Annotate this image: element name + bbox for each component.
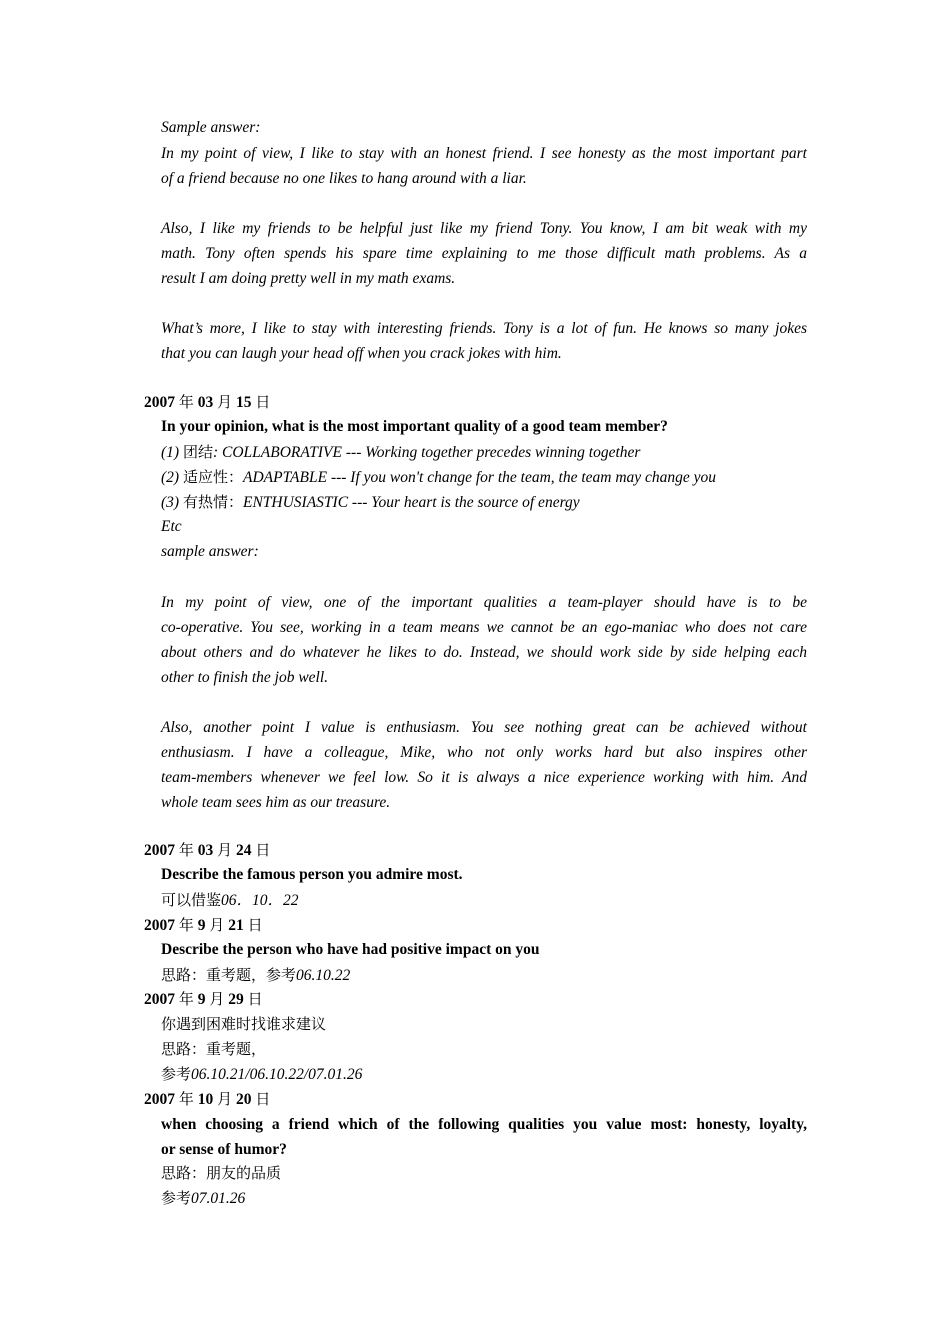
note-reference: 06.10.21/06.10.22/07.01.26 bbox=[191, 1066, 363, 1083]
date-month: 03 bbox=[197, 394, 214, 411]
item-separator: ： bbox=[227, 493, 243, 511]
answer-paragraph-2 bbox=[161, 216, 807, 291]
note-chinese: 可以借鉴 bbox=[161, 891, 222, 909]
item-chinese: 有热情 bbox=[182, 493, 228, 511]
quality-item-1 bbox=[161, 442, 640, 463]
date-day: 29 bbox=[228, 991, 244, 1008]
etc-text: Etc bbox=[161, 518, 182, 535]
date-year: 2007 bbox=[144, 917, 175, 934]
date-month-char: 月 bbox=[217, 393, 233, 411]
reference-note: 思路：重考题， bbox=[161, 1040, 267, 1058]
entry-date bbox=[144, 840, 270, 861]
date-month: 9 bbox=[197, 991, 206, 1008]
date-day-char: 日 bbox=[255, 393, 271, 411]
text-line: Also, I like my friends to be helpful just like my friend Tony. You know, I am bit weak with my bbox=[161, 220, 807, 237]
sample-answer-label: Sample answer: bbox=[161, 119, 261, 136]
text-line: team-members whenever we feel low. So it is always a nice experience working with him. And bbox=[161, 769, 807, 786]
text-line: result I am doing pretty well in my math exams. bbox=[161, 270, 456, 287]
note-reference: 06．10．22 bbox=[221, 892, 299, 909]
note-chinese: 参考 bbox=[161, 1065, 192, 1083]
date-year-char: 年 bbox=[178, 990, 194, 1008]
date-month: 10 bbox=[197, 1091, 214, 1108]
item-separator: : bbox=[212, 444, 223, 461]
item-chinese: 适应性 bbox=[182, 468, 228, 486]
date-month-char: 月 bbox=[217, 841, 233, 859]
date-year-char: 年 bbox=[178, 1090, 194, 1108]
date-year-char: 年 bbox=[178, 916, 194, 934]
date-day: 15 bbox=[236, 394, 252, 411]
reference-line bbox=[161, 1064, 362, 1085]
text-line: or sense of humor? bbox=[161, 1141, 287, 1158]
answer-paragraph-4 bbox=[161, 590, 807, 690]
item-separator: ： bbox=[227, 468, 243, 486]
question-heading bbox=[161, 1112, 807, 1162]
text-line: Also, another point I value is enthusiasm. You see nothing great can be achieved without bbox=[161, 719, 807, 736]
note-chinese: 参考 bbox=[161, 1189, 192, 1207]
reference-note: 思路：朋友的品质 bbox=[161, 1164, 282, 1182]
text-line: In my point of view, I like to stay with an honest friend. I see honesty as the most important part bbox=[161, 145, 807, 162]
text-line: other to finish the job well. bbox=[161, 669, 329, 686]
item-text: ADAPTABLE --- If you won't change for the team, the team may change you bbox=[242, 469, 717, 486]
date-month-char: 月 bbox=[217, 1090, 233, 1108]
date-year-char: 年 bbox=[178, 393, 194, 411]
text-line: of a friend because no one likes to hang around with a liar. bbox=[161, 170, 527, 187]
date-month-char: 月 bbox=[209, 916, 225, 934]
entry-date bbox=[144, 1089, 270, 1110]
sample-answer-label: sample answer: bbox=[161, 543, 259, 560]
item-number: (3) bbox=[161, 494, 180, 511]
quality-item-2 bbox=[161, 467, 716, 488]
item-text: ENTHUSIASTIC --- Your heart is the source of energy bbox=[242, 494, 580, 511]
entry-date bbox=[144, 989, 263, 1010]
date-year: 2007 bbox=[144, 991, 175, 1008]
reference-line bbox=[161, 1188, 245, 1209]
reference-note bbox=[161, 890, 299, 911]
note-reference: 07.01.26 bbox=[191, 1190, 246, 1207]
text-line: What’s more, I like to stay with interesting friends. Tony is a lot of fun. He knows so many jokes bbox=[161, 320, 807, 337]
date-year: 2007 bbox=[144, 394, 175, 411]
date-day-char: 日 bbox=[247, 990, 263, 1008]
date-day: 24 bbox=[236, 842, 252, 859]
text-line: enthusiasm. I have a colleague, Mike, who not only works hard but also inspires other bbox=[161, 744, 807, 761]
answer-paragraph-3 bbox=[161, 316, 807, 366]
note-chinese: 思路：重考题，参考 bbox=[161, 966, 297, 984]
date-year: 2007 bbox=[144, 842, 175, 859]
date-day-char: 日 bbox=[255, 1090, 271, 1108]
date-month: 9 bbox=[197, 917, 206, 934]
date-month: 03 bbox=[197, 842, 214, 859]
reference-note bbox=[161, 965, 350, 986]
date-day: 20 bbox=[236, 1091, 252, 1108]
text-line: about others and do whatever he likes to do. Instead, we should work side by side helping each bbox=[161, 644, 807, 661]
date-month-char: 月 bbox=[209, 990, 225, 1008]
text-line: whole team sees him as our treasure. bbox=[161, 794, 391, 811]
question-heading: In your opinion, what is the most important quality of a good team member? bbox=[161, 418, 668, 435]
item-chinese: 团结 bbox=[182, 443, 213, 461]
text-line: math. Tony often spends his spare time explaining to me those difficult math problems. As a bbox=[161, 245, 807, 262]
question-heading-chinese: 你遇到困难时找谁求建议 bbox=[161, 1015, 327, 1033]
date-day-char: 日 bbox=[255, 841, 271, 859]
text-line: that you can laugh your head off when you crack jokes with him. bbox=[161, 345, 562, 362]
question-heading: Describe the famous person you admire most. bbox=[161, 866, 463, 883]
answer-paragraph-5 bbox=[161, 715, 807, 815]
quality-item-3 bbox=[161, 492, 580, 513]
date-year: 2007 bbox=[144, 1091, 175, 1108]
text-line: co-operative. You see, working in a team means we cannot be an ego-maniac who does not care bbox=[161, 619, 807, 636]
date-day-char: 日 bbox=[247, 916, 263, 934]
text-line: In my point of view, one of the important qualities a team-player should have is to be bbox=[161, 594, 807, 611]
item-number: (2) bbox=[161, 469, 180, 486]
date-day: 21 bbox=[228, 917, 244, 934]
question-heading: Describe the person who have had positive impact on you bbox=[161, 941, 540, 958]
text-line: when choosing a friend which of the following qualities you value most: honesty, loyalty, bbox=[161, 1116, 807, 1133]
date-year-char: 年 bbox=[178, 841, 194, 859]
entry-date bbox=[144, 392, 270, 413]
answer-paragraph-1 bbox=[161, 141, 807, 191]
item-number: (1) bbox=[161, 444, 180, 461]
item-text: COLLABORATIVE --- Working together precedes winning together bbox=[222, 444, 641, 461]
entry-date bbox=[144, 915, 263, 936]
note-reference: 06.10.22 bbox=[296, 967, 351, 984]
